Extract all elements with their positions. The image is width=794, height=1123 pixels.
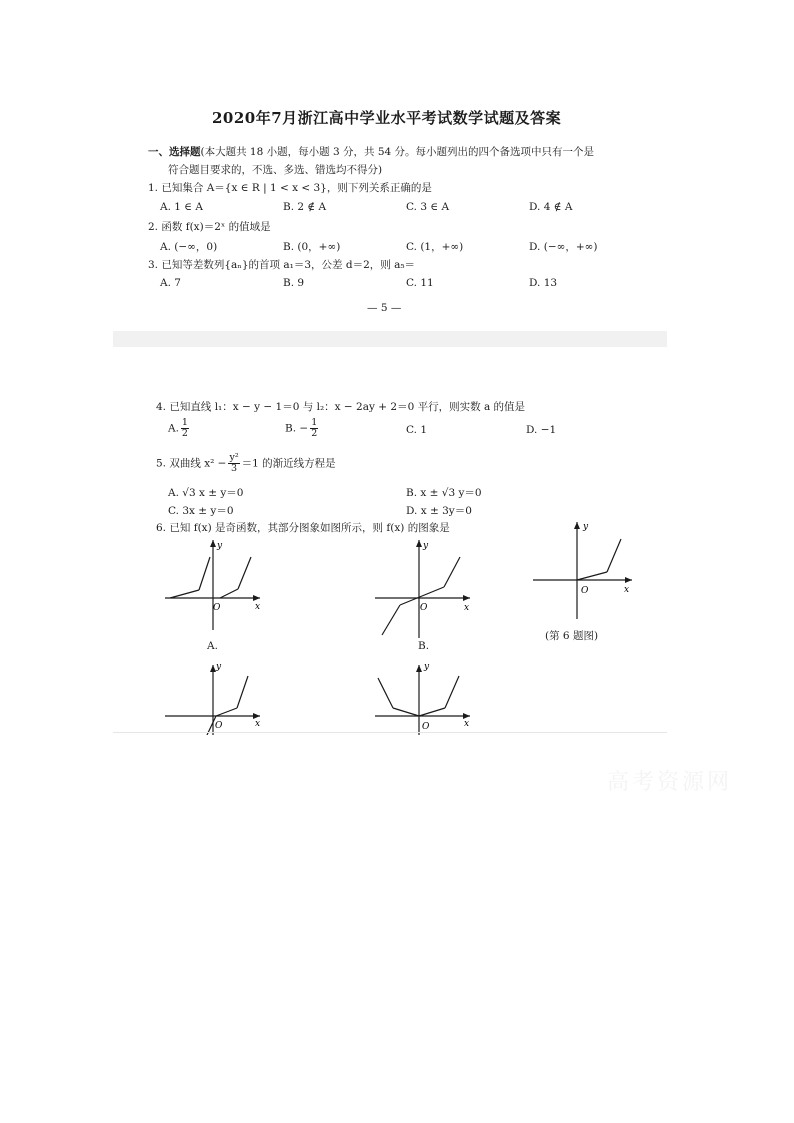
graph-line	[382, 605, 400, 635]
axis-y-label: y	[217, 541, 223, 551]
axis-y-label: y	[423, 541, 429, 551]
q3-option-d: D. 13	[529, 277, 558, 289]
q6-figure-caption: (第 6 题图)	[545, 630, 599, 642]
q4-option-a	[168, 418, 191, 439]
q4-option-a-fraction	[181, 418, 189, 439]
q2-stem: 2. 函数 f(x)＝2ˣ 的值域是	[148, 221, 271, 233]
graph-line	[237, 676, 248, 708]
graph-line	[199, 557, 210, 590]
q4-option-c: C. 1	[406, 424, 428, 436]
y-arrow-icon	[210, 540, 216, 547]
q5-option-a: A. √3 x ± y＝0	[168, 487, 244, 499]
fraction-denominator: 2	[311, 428, 318, 439]
q5-fraction	[228, 453, 239, 474]
q1-option-a: A. 1 ∈ A	[160, 201, 203, 213]
q4-option-a-label: A.	[168, 422, 179, 435]
axis-y-label: y	[216, 662, 222, 672]
origin-label: O	[215, 721, 223, 731]
q1-stem: 1. 已知集合 A＝{x ∈ R | 1 < x < 3}，则下列关系正确的是	[148, 182, 432, 194]
q3-option-a: A. 7	[160, 277, 181, 289]
page-break-band	[113, 331, 667, 347]
x-arrow-icon	[463, 595, 470, 601]
graph-line	[607, 539, 621, 572]
q2-option-a: A. (−∞，0)	[160, 241, 218, 253]
q6-label-a: A.	[207, 640, 218, 652]
origin-label: O	[422, 722, 430, 732]
graph-line	[393, 708, 419, 716]
axis-y-label: y	[583, 522, 589, 532]
y-arrow-icon	[416, 665, 422, 672]
q5-stem-suffix: ＝1 的渐近线方程是	[241, 457, 336, 470]
q5-option-d: D. x ± 3y＝0	[406, 505, 472, 517]
q2-option-b: B. (0，+∞)	[283, 241, 341, 253]
q4-option-b	[285, 418, 320, 439]
y-arrow-icon	[574, 522, 580, 529]
q6-reference-figure	[530, 517, 640, 622]
fraction-numerator: 1	[311, 417, 318, 428]
section-description: (本大题共 18 小题，每小题 3 分，共 54 分。每小题列出的四个备选项中只有一个是	[200, 146, 595, 158]
q5-option-b: B. x ± √3 y＝0	[406, 487, 482, 499]
graph-line	[577, 572, 607, 580]
graph-line	[220, 589, 238, 598]
y-arrow-icon	[416, 540, 422, 547]
graph-line	[444, 557, 460, 587]
fraction-denominator: 3	[231, 463, 238, 474]
fraction-numerator: 1	[181, 417, 188, 428]
page-bottom-rule	[113, 732, 667, 733]
graph-line	[170, 590, 199, 598]
graph-line	[419, 708, 445, 716]
x-arrow-icon	[253, 595, 260, 601]
fraction-denominator: 2	[181, 428, 188, 439]
q6-stem: 6. 已知 f(x) 是奇函数，其部分图象如图所示，则 f(x) 的图象是	[156, 522, 450, 534]
axis-x-label: x	[255, 602, 261, 612]
origin-label: O	[213, 603, 221, 613]
q4-option-b-label: B. −	[285, 422, 309, 435]
axis-x-label: x	[255, 719, 261, 729]
q1-option-b: B. 2 ∉ A	[283, 201, 327, 213]
page-number: — 5 —	[367, 302, 402, 314]
q2-option-c: C. (1，+∞)	[406, 241, 464, 253]
q5-stem-prefix: 5. 双曲线 x² −	[156, 457, 227, 470]
page-title: 2020年7月浙江高中学业水平考试数学试题及答案	[212, 109, 562, 127]
q2-option-d: D. (−∞，+∞)	[529, 241, 598, 253]
section-heading-line	[148, 145, 594, 159]
watermark: 高考资源网	[607, 770, 733, 795]
q5-option-c: C. 3x ± y＝0	[168, 505, 234, 517]
section-description-cont: 符合题目要求的，不选、多选、错选均不得分)	[168, 164, 383, 176]
q4-stem: 4. 已知直线 l₁：x − y − 1＝0 与 l₂：x − 2ay + 2＝0 平行，则实数 a 的值是	[156, 401, 526, 413]
q4-option-d: D. −1	[526, 424, 557, 436]
q3-option-b: B. 9	[283, 277, 305, 289]
origin-label: O	[420, 603, 428, 613]
fraction-numerator: y²	[229, 452, 239, 463]
q6-graph-c	[160, 660, 270, 735]
q6-graph-a	[160, 535, 270, 635]
graph-line	[238, 557, 251, 589]
q1-option-d: D. 4 ∉ A	[529, 201, 573, 213]
q6-label-b: B.	[418, 640, 430, 652]
origin-label: O	[581, 586, 589, 596]
axis-x-label: x	[464, 719, 470, 729]
q3-option-c: C. 11	[406, 277, 434, 289]
q5-stem	[156, 453, 336, 474]
graph-line	[378, 678, 393, 708]
axis-x-label: x	[624, 585, 630, 595]
axis-y-label: y	[424, 662, 430, 672]
graph-line	[216, 708, 237, 716]
q4-option-b-fraction	[310, 418, 318, 439]
q3-stem: 3. 已知等差数列{aₙ}的首项 a₁＝3，公差 d＝2，则 a₅＝	[148, 259, 416, 271]
axis-x-label: x	[464, 603, 470, 613]
x-arrow-icon	[625, 577, 632, 583]
q6-graph-d	[372, 660, 482, 735]
q1-option-c: C. 3 ∈ A	[406, 201, 450, 213]
graph-line	[445, 676, 459, 708]
section-heading: 一、选择题	[148, 146, 201, 158]
q6-graph-b	[372, 535, 482, 645]
